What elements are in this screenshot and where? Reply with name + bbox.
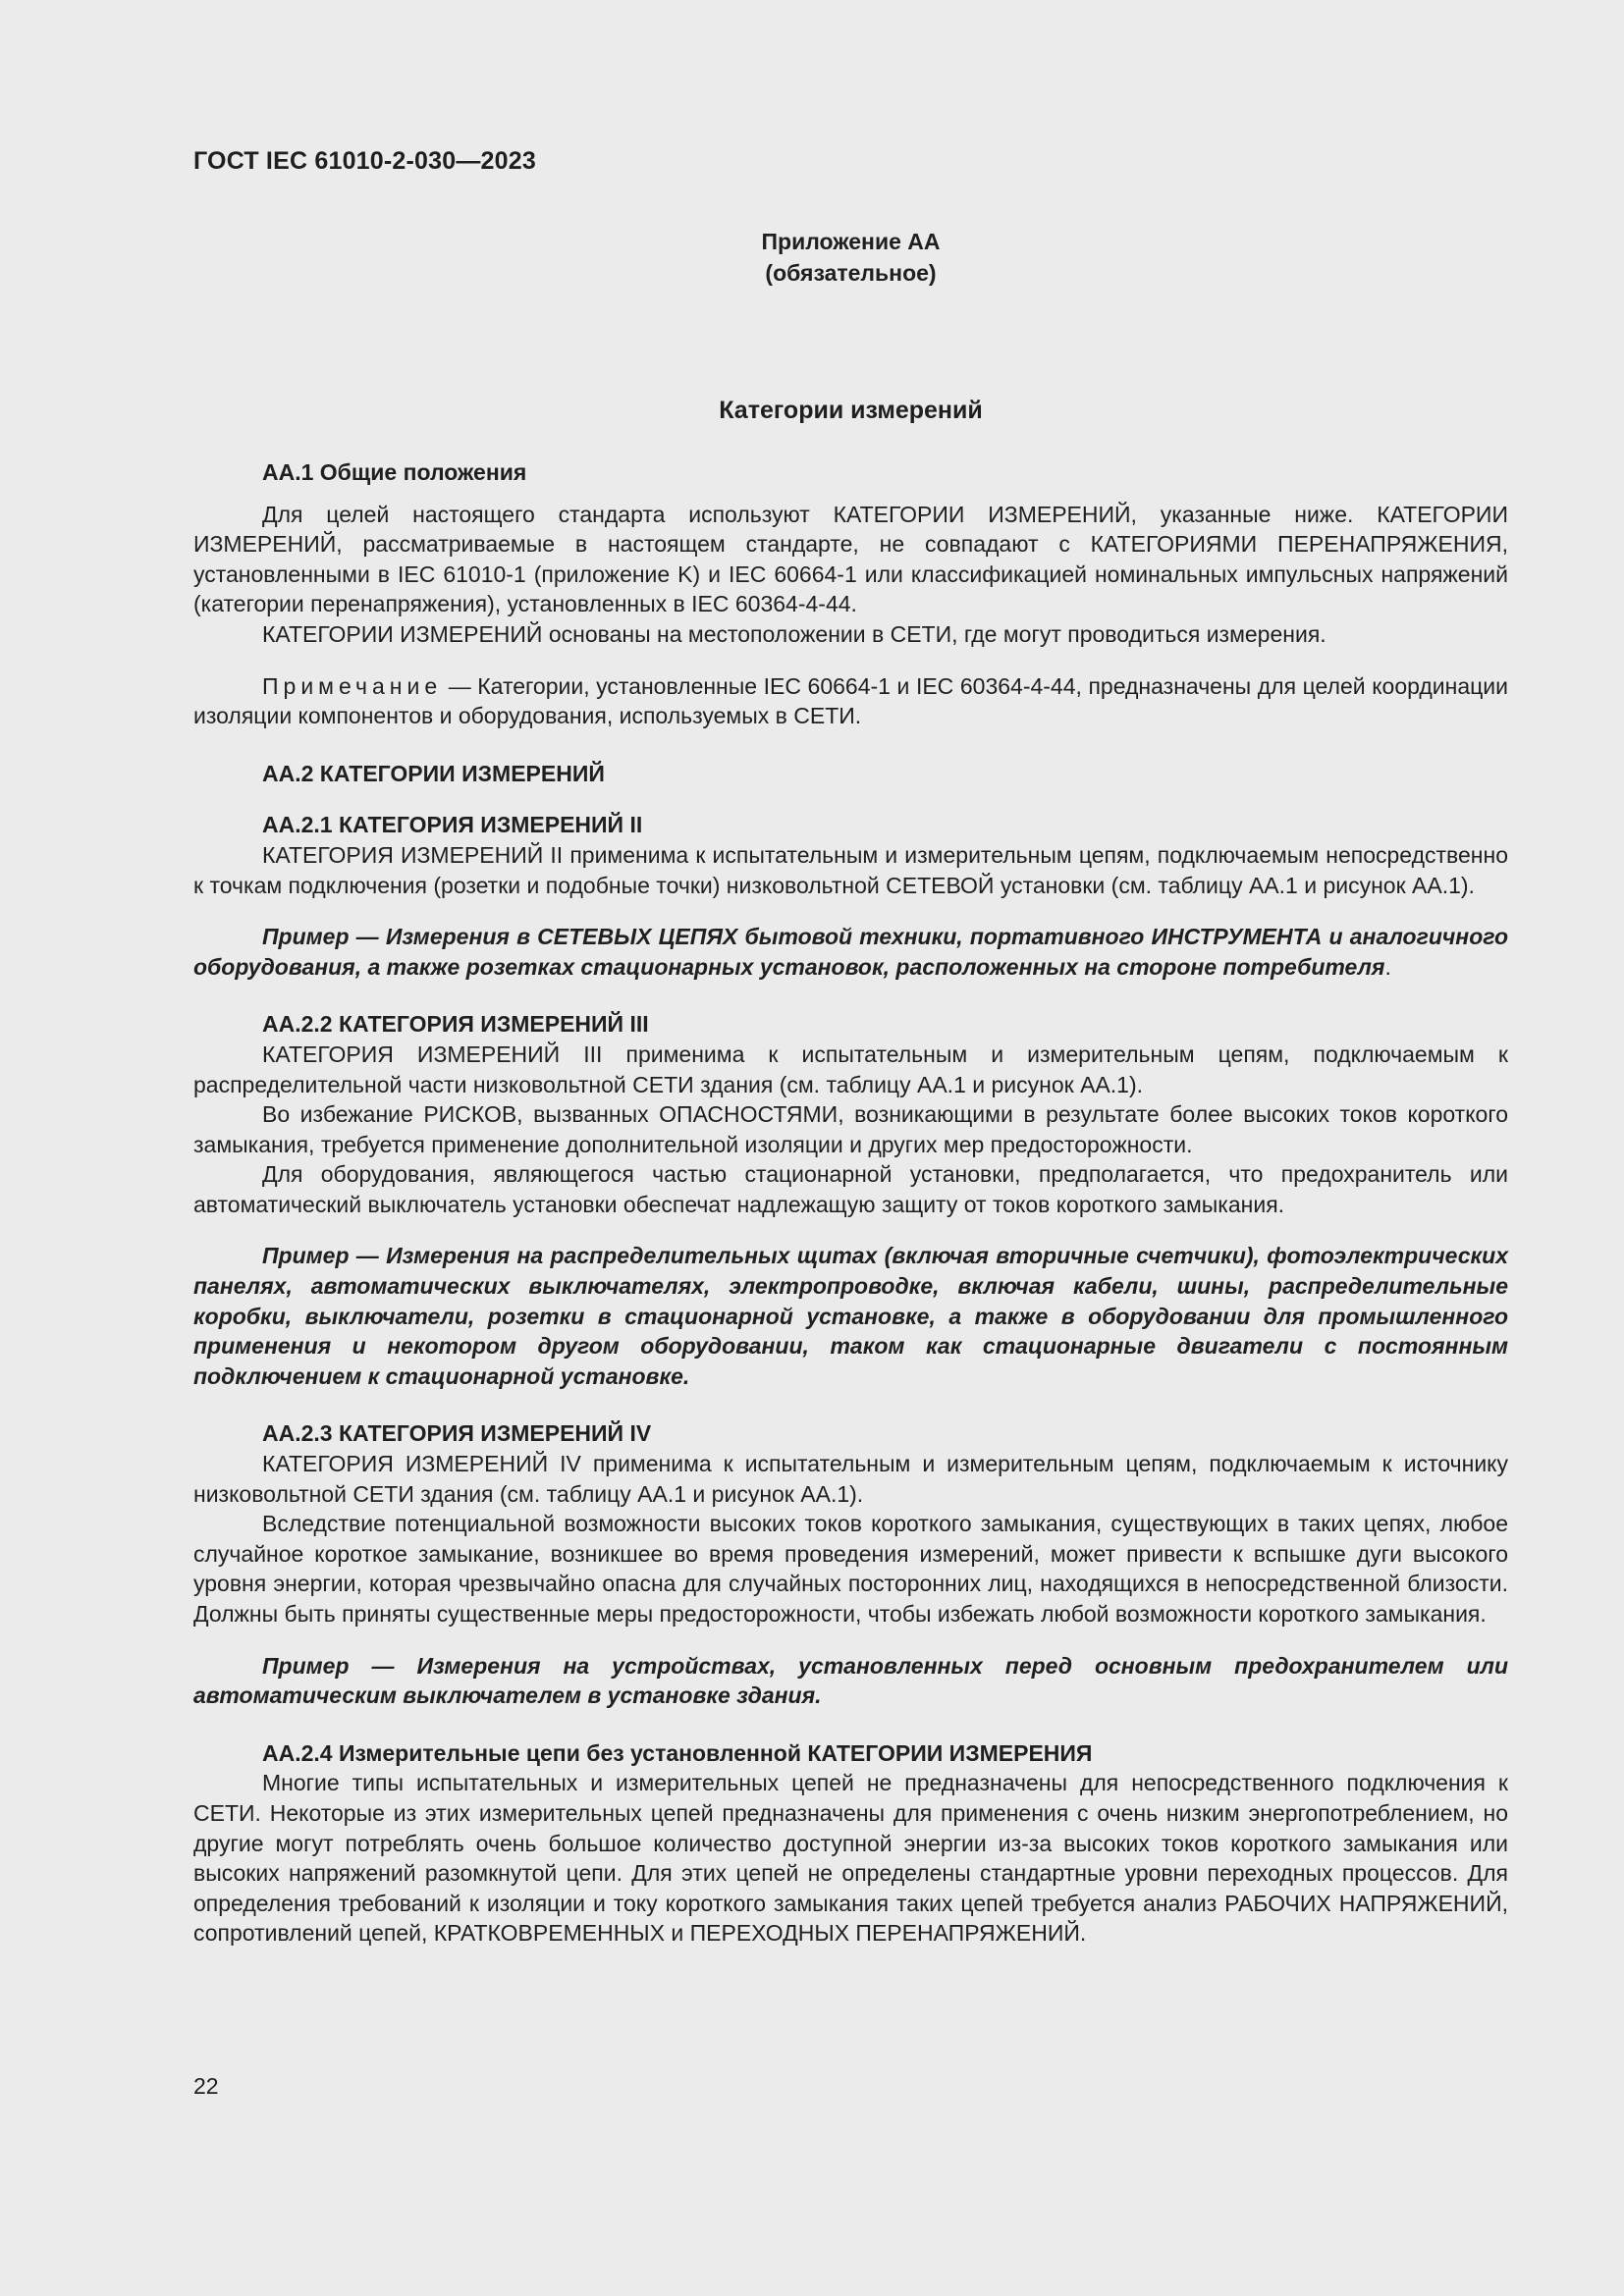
note-label: Примечание bbox=[262, 672, 443, 699]
section-heading-aa24: АА.2.4 Измерительные цепи без установленной КАТЕГОРИИ ИЗМЕРЕНИЯ bbox=[262, 1739, 1093, 1766]
annex-title: Приложение АА bbox=[761, 229, 941, 254]
paragraph: Вследствие потенциальной возможности высоких токов короткого замыкания, существующих в таких цепях, любое случайное короткое замыкание, возникшее во время проведения измерений, может привести к вспышке дуги высокого уровня энергии, которая чрезвычайно опасна для случайных посторонних лиц, находящихся в непосредственной близости. Должны быть приняты существенные меры предосторожности, чтобы избежать любой возможности короткого замыкания. bbox=[193, 1511, 1508, 1627]
example-tail: . bbox=[1384, 953, 1391, 980]
section-heading-aa22: АА.2.2 КАТЕГОРИЯ ИЗМЕРЕНИЙ III bbox=[262, 1011, 649, 1038]
document-body bbox=[193, 457, 1508, 1949]
section-heading-aa1: АА.1 Общие положения bbox=[262, 459, 527, 485]
annex-main-title: Категории измерений bbox=[719, 397, 983, 424]
note-text: — Категории, установленные IEC 60664-1 и IEC 60364-4-44, предназначены для целей координации изоляции компонентов и оборудования, используемых в СЕТИ. bbox=[193, 672, 1508, 729]
example: Пример — Измерения на устройствах, установленных перед основным предохранителем или автоматическим выключателем в установке здания. bbox=[193, 1652, 1508, 1709]
paragraph: КАТЕГОРИИ ИЗМЕРЕНИЙ основаны на местоположении в СЕТИ, где могут проводиться измерения. bbox=[262, 620, 1326, 647]
paragraph: КАТЕГОРИЯ ИЗМЕРЕНИЙ III применима к испытательным и измерительным цепям, подключаемым к распределительной части низковольтной СЕТИ здания (см. таблицу АА.1 и рисунок АА.1). bbox=[193, 1041, 1508, 1097]
paragraph: Во избежание РИСКОВ, вызванных ОПАСНОСТЯМИ, возникающими в результате более высоких токов короткого замыкания, требуется применение дополнительной изоляции и других мер предосторожности. bbox=[193, 1101, 1508, 1157]
paragraph: КАТЕГОРИЯ ИЗМЕРЕНИЙ II применима к испытательным и измерительным цепям, подключаемым непосредственно к точкам подключения (розетки и подобные точки) низковольтной СЕТЕВОЙ установки (см. таблицу АА.1 и рисунок АА.1). bbox=[193, 841, 1508, 898]
example-text: Пример — Измерения в СЕТЕВЫХ ЦЕПЯХ бытовой техники, портативного ИНСТРУМЕНТА и аналогичного оборудования, а также розетках стационарных установок, расположенных на стороне потребителя bbox=[193, 924, 1508, 980]
document-id: ГОСТ IEC 61010-2-030—2023 bbox=[193, 147, 536, 175]
section-heading-aa23: АА.2.3 КАТЕГОРИЯ ИЗМЕРЕНИЙ IV bbox=[262, 1420, 652, 1447]
annex-header bbox=[193, 226, 1508, 289]
paragraph: Многие типы испытательных и измерительных цепей не предназначены для непосредственного подключения к СЕТИ. Некоторые из этих измерительных цепей предназначены для применения с очень низким энергопотреблением, но другие могут потреблять очень большое количество доступной энергии из-за высоких токов короткого замыкания или высоких напряжений разомкнутой цепи. Для этих цепей не определены стандартные уровни переходных процессов. Для определения требований к изоляции и току короткого замыкания таких цепей требуется анализ РАБОЧИХ НАПРЯЖЕНИЙ, сопротивлений цепей, КРАТКОВРЕМЕННЫХ и ПЕРЕХОДНЫХ ПЕРЕНАПРЯЖЕНИЙ. bbox=[193, 1770, 1508, 1947]
annex-status: (обязательное) bbox=[765, 260, 937, 286]
example bbox=[193, 922, 1508, 982]
note bbox=[193, 671, 1508, 731]
paragraph: КАТЕГОРИЯ ИЗМЕРЕНИЙ IV применима к испытательным и измерительным цепям, подключаемым к источнику низковольтной СЕТИ здания (см. таблицу АА.1 и рисунок АА.1). bbox=[193, 1451, 1508, 1507]
section-heading-aa2: АА.2 КАТЕГОРИИ ИЗМЕРЕНИЙ bbox=[262, 760, 605, 786]
section-heading-aa21: АА.2.1 КАТЕГОРИЯ ИЗМЕРЕНИЙ II bbox=[262, 812, 643, 838]
paragraph: Для целей настоящего стандарта используют КАТЕГОРИИ ИЗМЕРЕНИЙ, указанные ниже. КАТЕГОРИИ ИЗМЕРЕНИЙ, рассматриваемые в настоящем стандарте, не совпадают с КАТЕГОРИЯМИ ПЕРЕНАПРЯЖЕНИЯ, установленными в IEC 61010-1 (приложение K) и IEC 60664-1 или классификацией номинальных импульсных напряжений (категории перенапряжения), установленных в IEC 60364-4-44. bbox=[193, 501, 1508, 617]
example: Пример — Измерения на распределительных щитах (включая вторичные счетчики), фотоэлектрических панелях, автоматических выключателях, электропроводке, включая кабели, шины, распределительные коробки, выключатели, розетки в стационарной установке, а также в оборудовании для промышленного применения и некотором другом оборудовании, таком как стационарные двигатели с постоянным подключением к стационарной установке. bbox=[193, 1243, 1508, 1389]
page-number: 22 bbox=[193, 2073, 219, 2099]
paragraph: Для оборудования, являющегося частью стационарной установки, предполагается, что предохранитель или автоматический выключатель установки обеспечат надлежащую защиту от токов короткого замыкания. bbox=[193, 1161, 1508, 1217]
